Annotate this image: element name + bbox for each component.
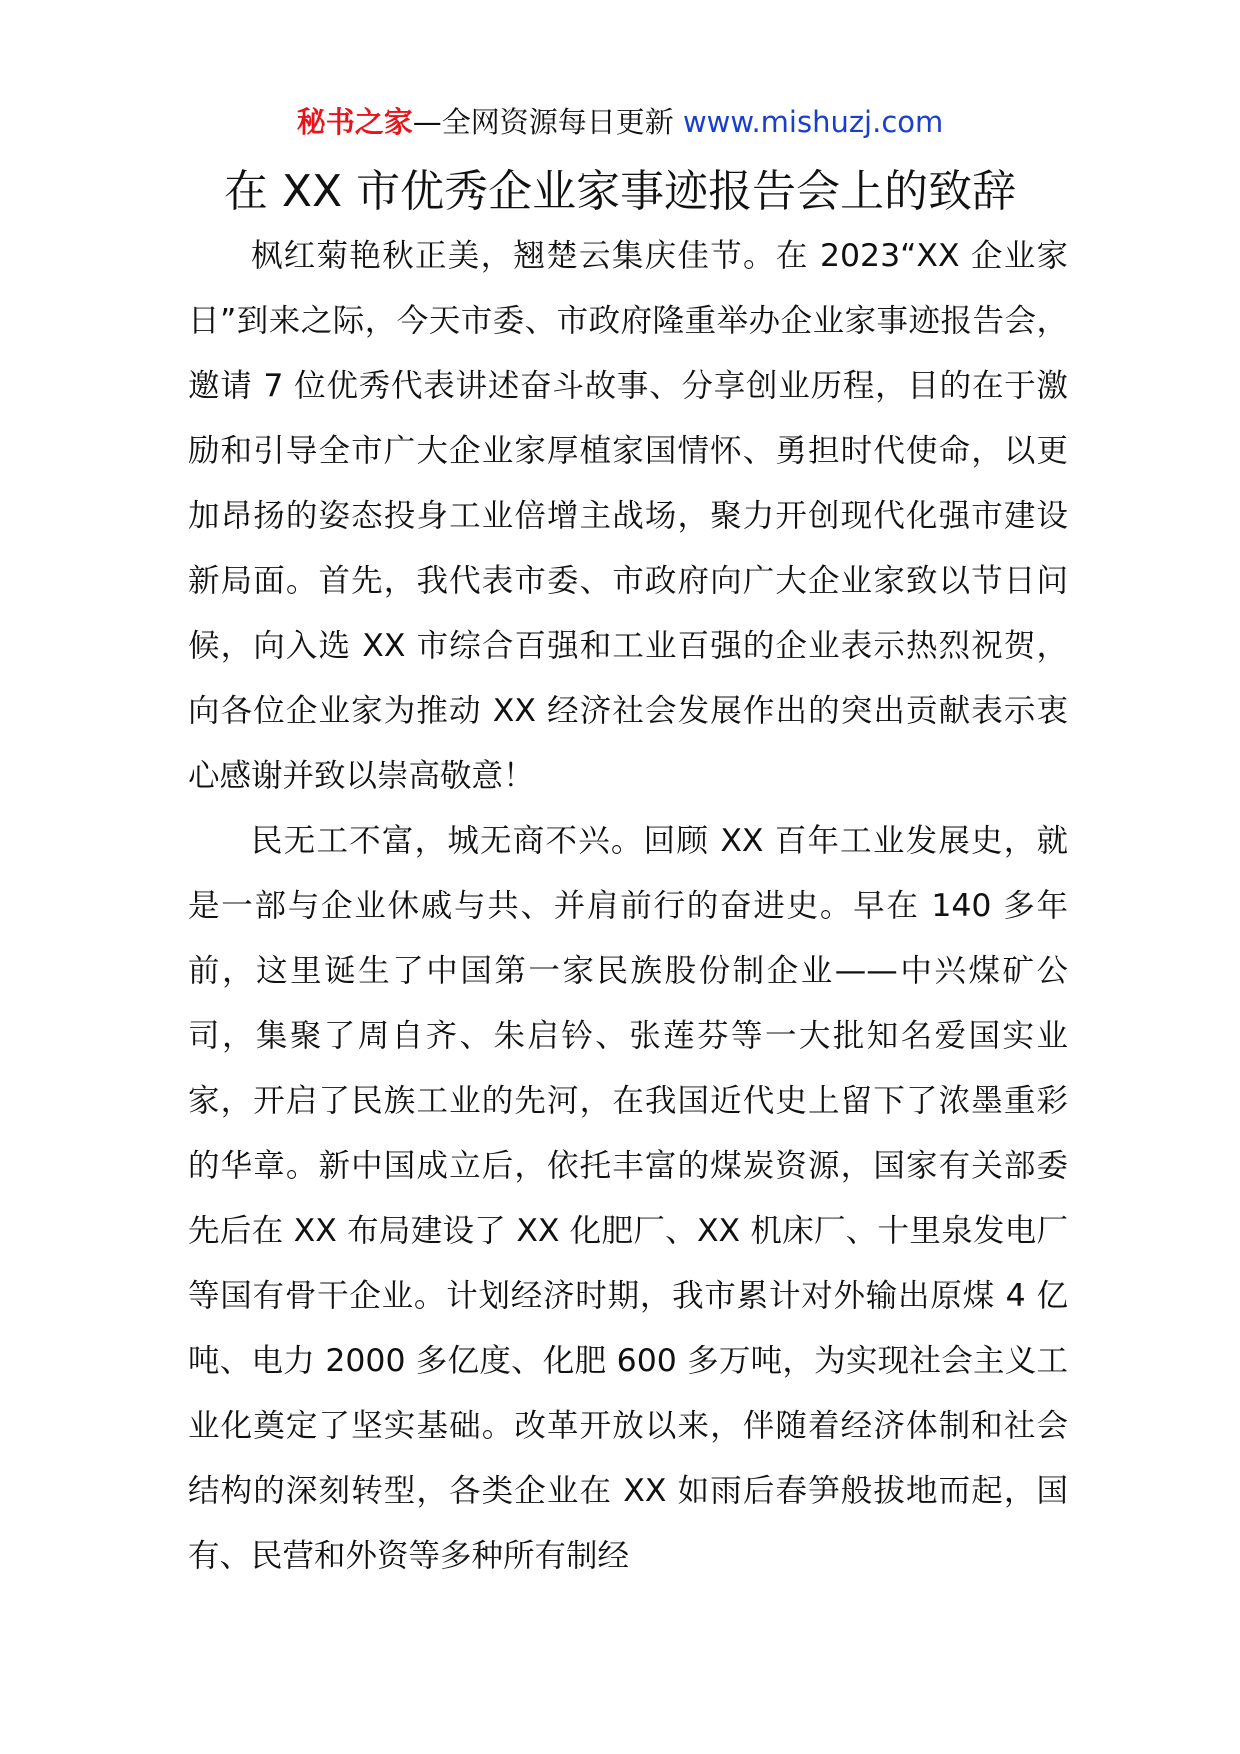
brand-name: 秘书之家 [296, 105, 413, 139]
header-tagline: —全网资源每日更新 [412, 105, 674, 139]
paragraph-2: 民无工不富，城无商不兴。回顾 XX 百年工业发展史，就是一部与企业休戚与共、并肩前行的奋进史。早在 140 多年前，这里诞生了中国第一家民族股份制企业——中兴煤矿公司，集聚了周自齐、朱启钤、张莲芬等一大批知名爱国实业家，开启了民族工业的先河，在我国近代史上留下了浓墨重彩的华章。新中国成立后，依托丰富的煤炭资源，国家有关部委先后在 XX 布局建设了 XX 化肥厂、XX 机床厂、十里泉发电厂等国有骨干企业。计划经济时期，我市累计对外输出原煤 4 亿吨、电力 2000 多亿度、化肥 600 多万吨，为实现社会主义工业化奠定了坚实基础。改革开放以来，伴随着经济体制和社会结构的深刻转型，各类企业在 XX 如雨后春笋般拔地而起，国有、民营和外资等多种所有制经 [188, 823, 1068, 1574]
site-url-link[interactable]: www.mishuzj.com [682, 105, 944, 139]
page-title: 在 XX 市优秀企业家事迹报告会上的致辞 [223, 166, 1017, 217]
site-header [0, 100, 1240, 144]
paragraph-1: 枫红菊艳秋正美，翘楚云集庆佳节。在 2023“XX 企业家日”到来之际，今天市委、市政府隆重举办企业家事迹报告会，邀请 7 位优秀代表讲述奋斗故事、分享创业历程，目的在于激励和引导全市广大企业家厚植家国情怀、勇担时代使命，以更加昂扬的姿态投身工业倍增主战场，聚力开创现代化强市建设新局面。首先，我代表市委、市政府向广大企业家致以节日问候，向入选 XX 市综合百强和工业百强的企业表示热烈祝贺，向各位企业家为推动 XX 经济社会发展作出的突出贡献表示衷心感谢并致以崇高敬意！ [188, 238, 1068, 794]
document-body [188, 224, 1068, 1589]
